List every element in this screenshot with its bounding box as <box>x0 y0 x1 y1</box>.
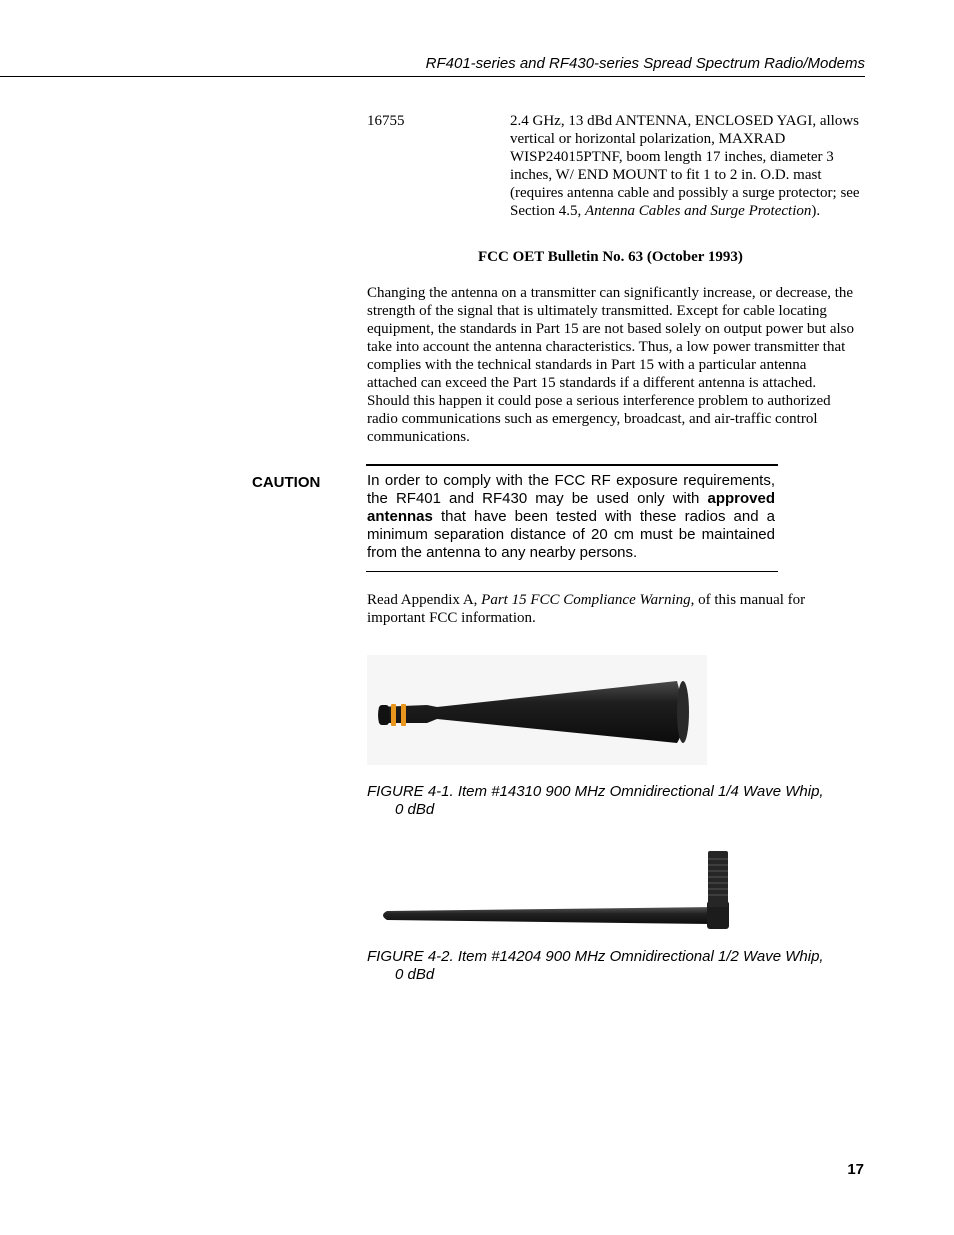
caution-text <box>367 472 775 562</box>
whip-antenna-half-wave-icon <box>375 845 740 935</box>
appendix-note-start: Read Appendix A, <box>367 592 482 608</box>
header-rule <box>0 76 865 77</box>
caution-text-end: that have been tested with these radios and a minimum separation distance of 20 cm must be maintained from the antenna to any nearby persons. <box>367 508 775 561</box>
appendix-title: Part 15 FCC Compliance Warning <box>481 592 691 608</box>
body-paragraph: Changing the antenna on a transmitter can significantly increase, or decrease, the strength of the signal that is ultimately transmitted. Except for cable locating equipment, the standards in Part 15 are not based solely on output power but also take into account the antenna characteristics. Thus, a low power transmitter that complies with the technical standards in Part 15 with a particular antenna attached can exceed the Part 15 standards if a different antenna is attached. Should this happen it could pose a serious interference problem to authorized radio communications such as emergency, broadcast, and air-traffic control communications. <box>367 285 854 445</box>
caution-text-start: In order to comply with the FCC RF exposure requirements, the RF401 and RF430 may be used only with <box>367 472 775 507</box>
part-description <box>510 112 865 220</box>
page-number: 17 <box>847 1161 864 1178</box>
whip-antenna-quarter-wave-icon <box>367 655 707 765</box>
appendix-note-end: , of this manual for important FCC information. <box>367 592 806 626</box>
appendix-note <box>367 591 855 627</box>
running-header: RF401-series and RF430-series Spread Spectrum Radio/Modems <box>425 55 865 72</box>
caution-label: CAUTION <box>252 474 321 491</box>
part-description-text: 2.4 GHz, 13 dBd ANTENNA, ENCLOSED YAGI, allows vertical or horizontal polarization, MAXRAD WISP24015PTNF, boom length 17 inches, diameter 3 inches, W/ END MOUNT to fit 1 to 2 in. O.D. mast (requires antenna cable and possibly a surge protector; see Section 4.5, <box>510 113 860 219</box>
bulletin-heading: FCC OET Bulletin No. 63 (October 1993) <box>478 249 743 265</box>
figure-caption-2-line1: FIGURE 4-2. Item #14204 900 MHz Omnidirectional 1/2 Wave Whip, <box>367 948 824 965</box>
figure-caption-1-line2: 0 dBd <box>395 801 435 818</box>
figure-caption-1 <box>367 783 857 819</box>
part-description-end: ). <box>811 203 821 219</box>
figure-caption-2-line2: 0 dBd <box>395 966 435 983</box>
figure-caption-1-line1: FIGURE 4-1. Item #14310 900 MHz Omnidirectional 1/4 Wave Whip, <box>367 783 824 800</box>
figure-caption-2 <box>367 948 857 984</box>
section-reference: Antenna Cables and Surge Protection <box>585 203 812 219</box>
caution-emphasis: approved antennas <box>367 490 775 525</box>
part-number: 16755 <box>367 113 405 129</box>
